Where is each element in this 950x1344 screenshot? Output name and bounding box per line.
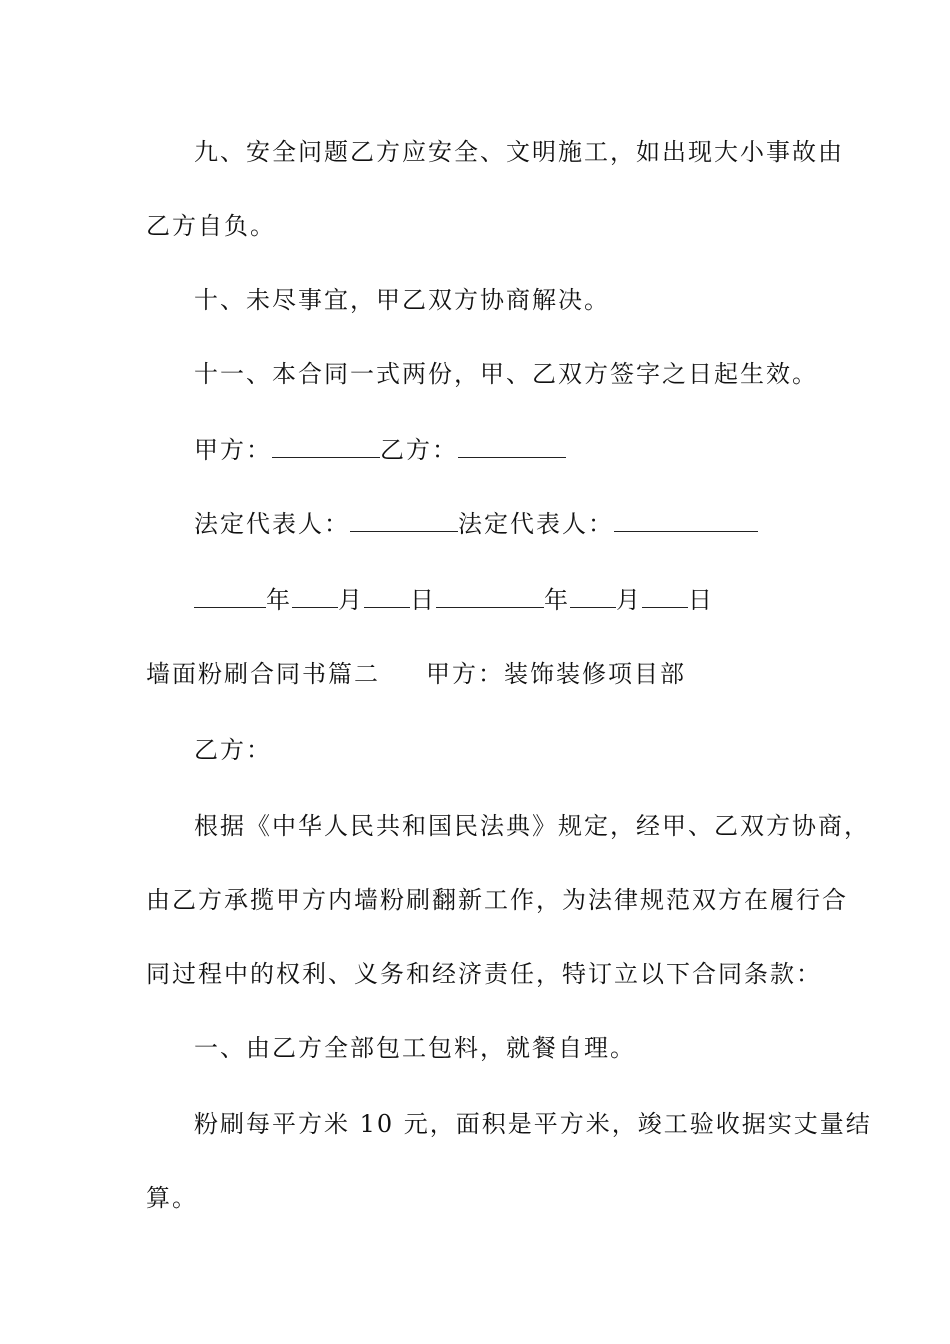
date-month-label: 月 <box>338 586 364 614</box>
signature-date-line <box>194 584 714 616</box>
party-b-label: 乙方： <box>380 436 458 464</box>
date-day-label: 日 <box>410 586 436 614</box>
pricing-line1: 粉刷每平方米 10 元，面积是平方米，竣工验收据实丈量结 <box>194 1110 872 1138</box>
rep-a-blank <box>350 509 458 532</box>
signature-rep-line <box>194 508 758 540</box>
paragraph-line: 由乙方承揽甲方内墙粉刷翻新工作，为法律规范双方在履行合 <box>146 886 848 914</box>
date-blank <box>364 585 410 608</box>
date-day-label: 日 <box>688 586 714 614</box>
signature-party-line <box>194 434 566 466</box>
clause-9-line1: 九、安全问题乙方应安全、文明施工，如出现大小事故由 <box>194 138 844 166</box>
clause-1: 一、由乙方全部包工包料，就餐自理。 <box>194 1034 636 1062</box>
section-heading-line <box>146 658 686 690</box>
date-blank <box>194 585 266 608</box>
paragraph-line: 同过程中的权利、义务和经济责任，特订立以下合同条款： <box>146 960 822 988</box>
date-blank <box>570 585 616 608</box>
party-b-line: 乙方： <box>194 736 272 764</box>
date-blank <box>436 585 544 608</box>
clause-9-line2: 乙方自负。 <box>146 212 276 240</box>
rep-b-label: 法定代表人： <box>458 510 614 538</box>
party-a-label: 甲方： <box>194 436 272 464</box>
party-a-blank <box>272 435 380 458</box>
date-month-label: 月 <box>616 586 642 614</box>
date-year-label: 年 <box>266 586 292 614</box>
rep-a-label: 法定代表人： <box>194 510 350 538</box>
paragraph-line: 根据《中华人民共和国民法典》规定，经甲、乙双方协商， <box>194 812 870 840</box>
date-blank <box>642 585 688 608</box>
date-year-label: 年 <box>544 586 570 614</box>
clause-11: 十一、本合同一式两份，甲、乙双方签字之日起生效。 <box>194 360 818 388</box>
section-heading: 墙面粉刷合同书篇二 <box>146 660 380 688</box>
clause-10: 十、未尽事宜，甲乙双方协商解决。 <box>194 286 610 314</box>
date-blank <box>292 585 338 608</box>
heading-party-a: 甲方：装饰装修项目部 <box>426 660 686 688</box>
rep-b-blank <box>614 509 758 532</box>
pricing-line2: 算。 <box>146 1184 198 1212</box>
party-b-blank <box>458 435 566 458</box>
